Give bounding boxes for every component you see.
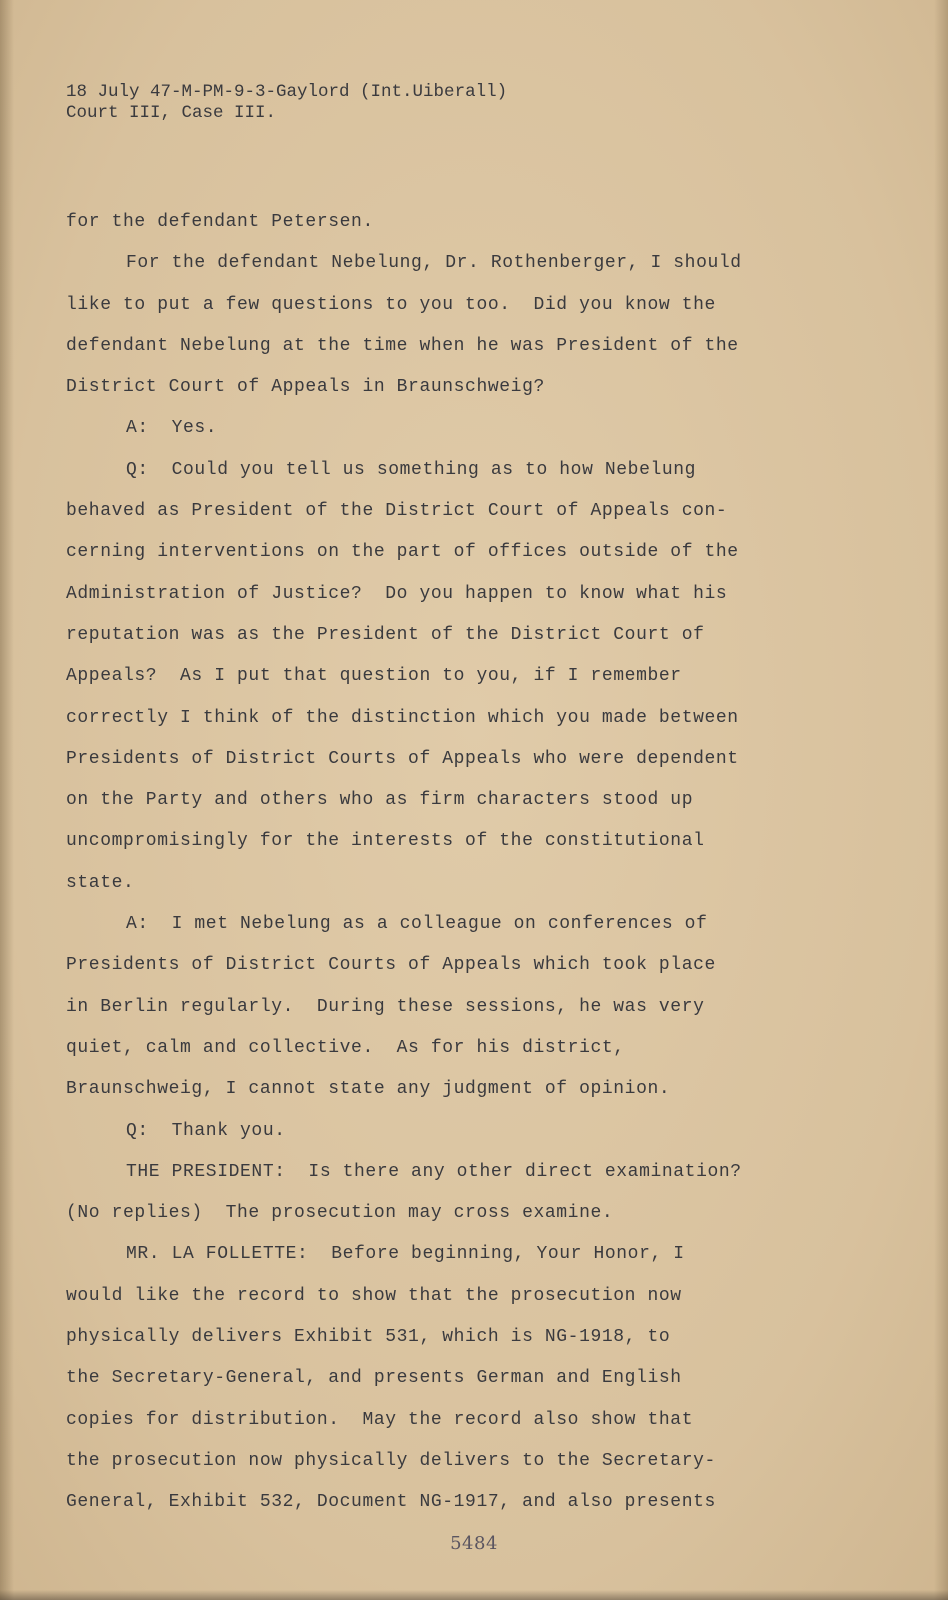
text-line: (No replies) The prosecution may cross examine.: [66, 1203, 614, 1224]
text-line: Administration of Justice? Do you happen to know what his: [66, 583, 728, 604]
text-line: the Secretary-General, and presents German and English: [66, 1368, 682, 1389]
header-line-1: 18 July 47-M-PM-9-3-Gaylord (Int.Uiberall): [66, 82, 508, 102]
text-line: behaved as President of the District Court of Appeals con-: [66, 501, 728, 522]
text-line: physically delivers Exhibit 531, which is NG-1918, to: [66, 1327, 671, 1348]
text-line: Braunschweig, I cannot state any judgment of opinion.: [66, 1079, 671, 1100]
text-line: on the Party and others who as firm characters stood up: [66, 790, 694, 811]
text-line: MR. LA FOLLETTE: Before beginning, Your Honor, I: [126, 1244, 685, 1265]
document-header: [66, 82, 507, 124]
text-line: copies for distribution. May the record also show that: [66, 1409, 694, 1430]
text-line: defendant Nebelung at the time when he was President of the: [66, 335, 739, 356]
text-line: Presidents of District Courts of Appeals who were dependent: [66, 748, 739, 769]
page-edge-bottom: [0, 1590, 948, 1600]
text-line: Q: Thank you.: [126, 1120, 286, 1141]
text-line: would like the record to show that the prosecution now: [66, 1285, 682, 1306]
text-line: Presidents of District Courts of Appeals which took place: [66, 955, 716, 976]
text-line: For the defendant Nebelung, Dr. Rothenberger, I should: [126, 253, 742, 274]
text-line: THE PRESIDENT: Is there any other direct examination?: [126, 1161, 742, 1182]
text-line: in Berlin regularly. During these sessions, he was very: [66, 996, 705, 1017]
text-line: A: I met Nebelung as a colleague on conferences of: [126, 914, 708, 935]
text-line: A: Yes.: [126, 418, 218, 439]
page-edge-right: [934, 0, 948, 1600]
text-line: District Court of Appeals in Braunschweig?: [66, 377, 545, 398]
page-edge-left: [0, 0, 14, 1600]
text-line: reputation was as the President of the District Court of: [66, 624, 705, 645]
text-line: the prosecution now physically delivers to the Secretary-: [66, 1450, 716, 1471]
text-line: General, Exhibit 532, Document NG-1917, and also presents: [66, 1492, 716, 1513]
text-line: correctly I think of the distinction which you made between: [66, 707, 739, 728]
text-line: state.: [66, 872, 135, 893]
text-line: uncompromisingly for the interests of the constitutional: [66, 831, 705, 852]
text-line: like to put a few questions to you too. Did you know the: [66, 294, 716, 315]
text-line: cerning interventions on the part of offices outside of the: [66, 542, 739, 563]
page-number: 5484: [450, 1533, 498, 1554]
transcript-body: [66, 202, 896, 1524]
text-line: quiet, calm and collective. As for his district,: [66, 1037, 625, 1058]
header-line-2: Court III, Case III.: [66, 103, 277, 123]
text-line: Appeals? As I put that question to you, if I remember: [66, 666, 682, 687]
text-line: Q: Could you tell us something as to how Nebelung: [126, 459, 697, 480]
text-line: for the defendant Petersen.: [66, 212, 374, 232]
